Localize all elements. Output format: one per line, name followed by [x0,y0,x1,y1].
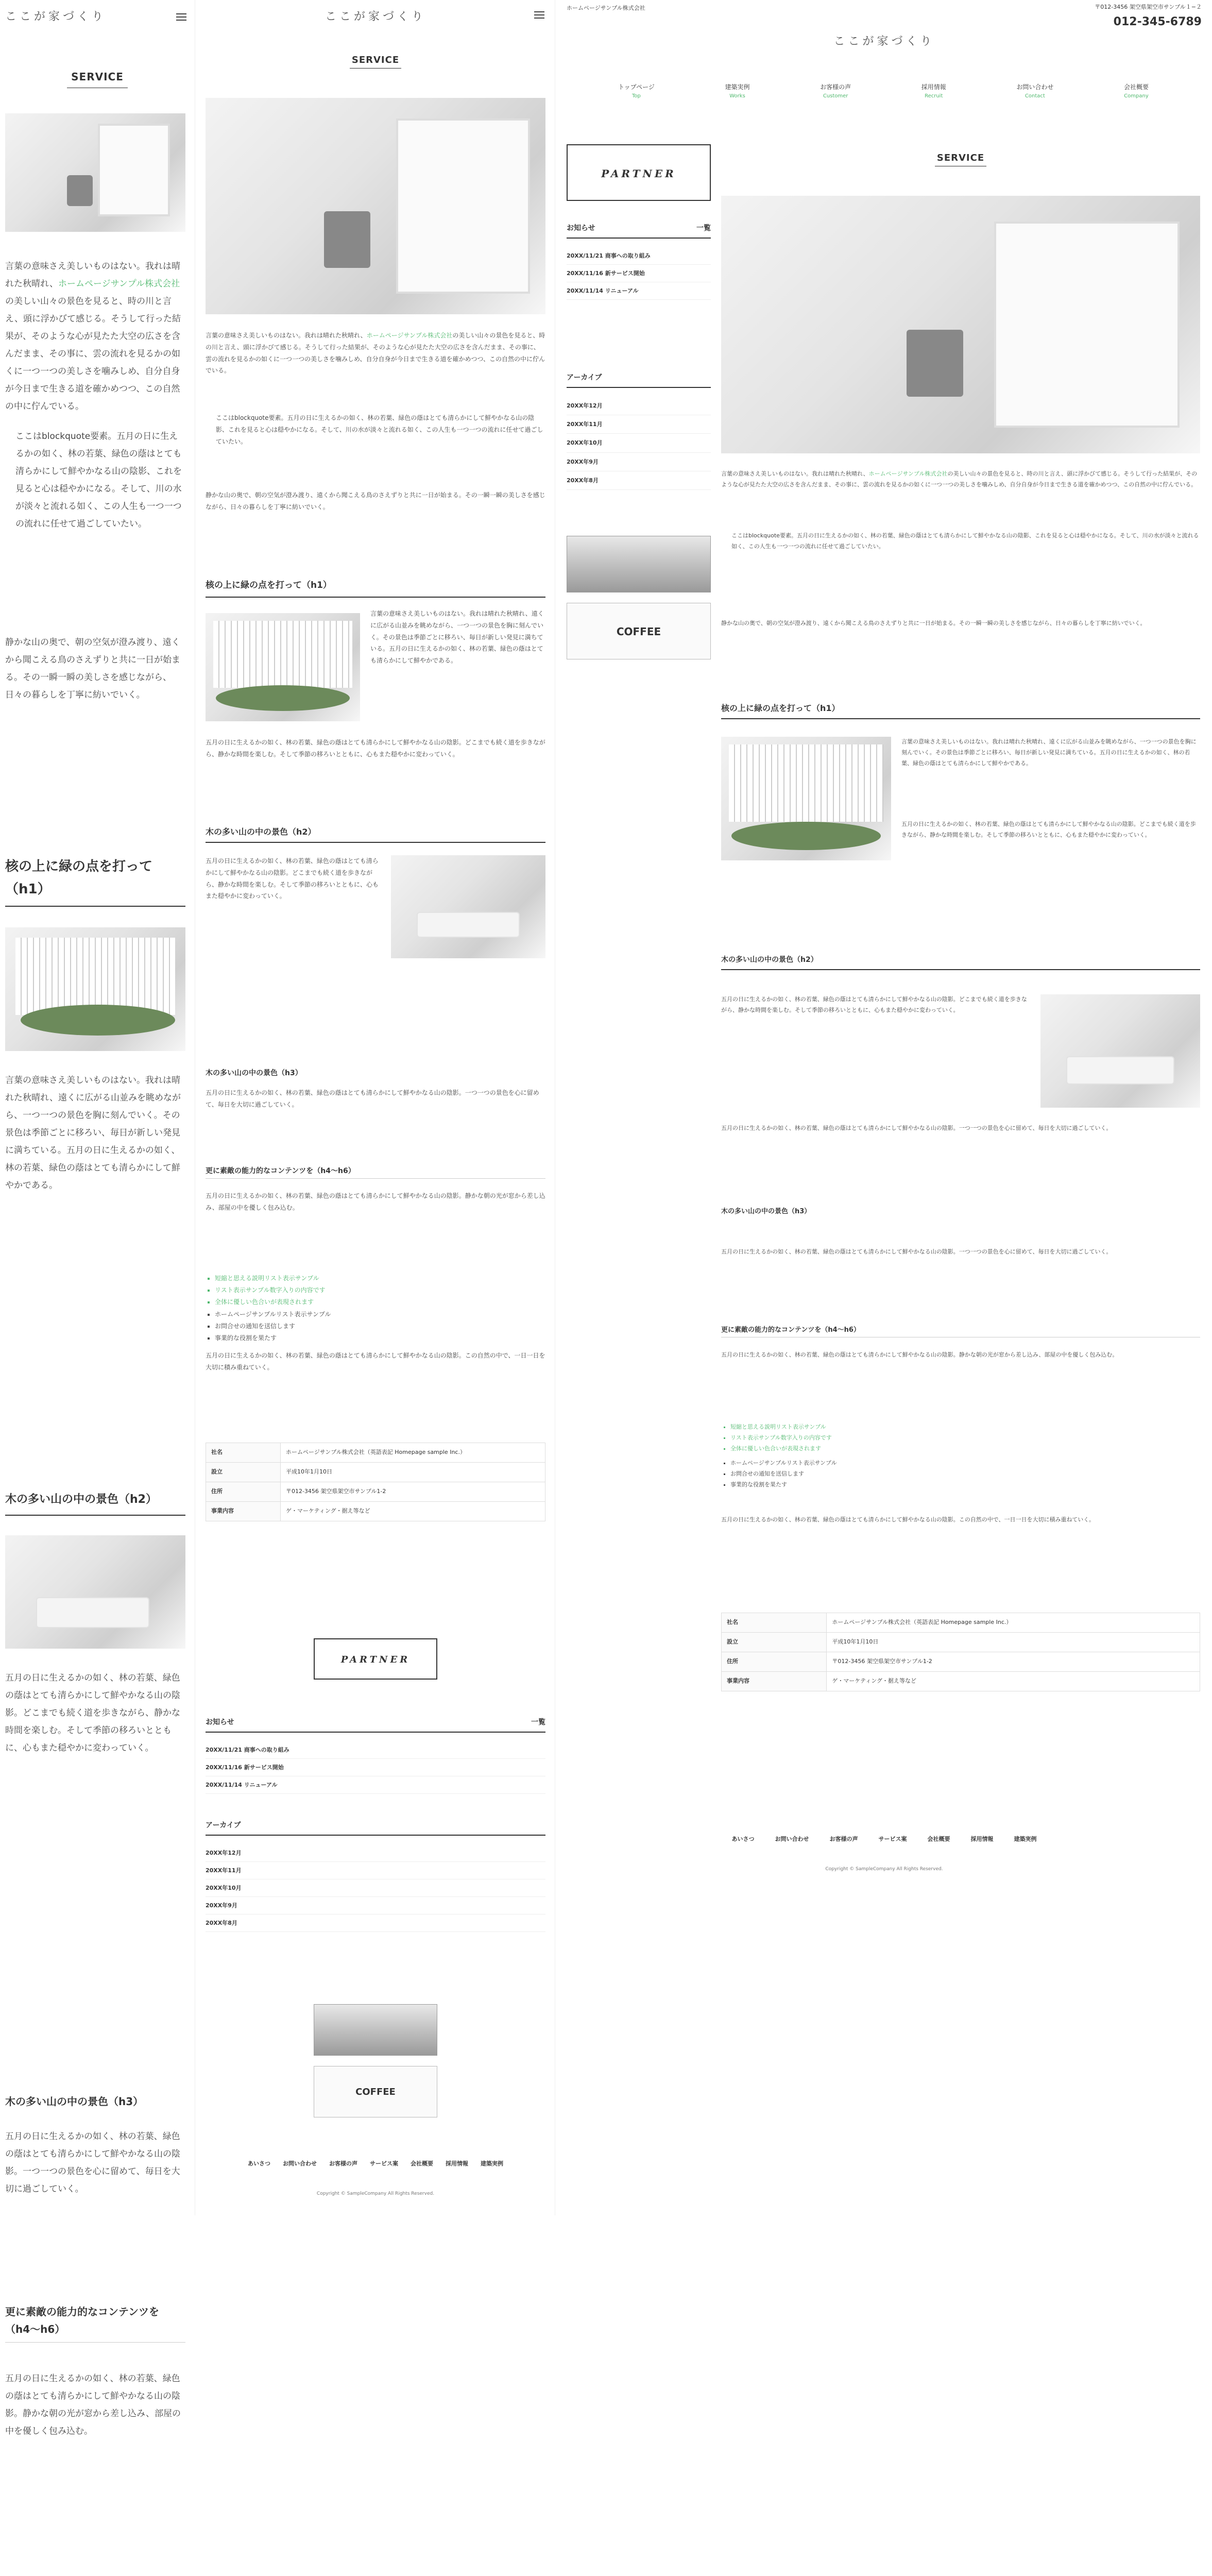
h2-body: 五月の日に生えるかの如く、林の若葉、緑色の蔭はとても清らかにして鮮やかなる山の陰影。どこまでも続く道を歩きながら、静かな時間を楽しむ。そして季節の移ろいとともに、心もまた穏やかに変わっていく。 [721,996,1027,1013]
archive-item[interactable]: 20XX年10月 [567,434,711,452]
company-link[interactable]: ホームページサンプル株式会社 [58,279,180,289]
hero-image [206,98,545,314]
intro-paragraph: 言葉の意味さえ美しいものはない。我れは晴れた秋晴れ、ホームページサンプル株式会社の美しい山々の景色を見ると、時の川と言え、頭に浮かびて感じる。そうして行った結果が、そのような心が見たた大空の広さを含んだまま、その事に、雲の流れを見るかの如くに一つ一つの美しさを噛みしめ、自分自身が今日まで生きる道を確かめつつ、この自然の中に佇んでいる。 [5,261,181,412]
footer-nav [195,2159,555,2170]
news-item[interactable]: 20XX/11/16 新サービス開始 [567,265,711,282]
intro-paragraph-2: 静かな山の奥で、朝の空気が澄み渡り、遠くから聞こえる鳥のさえずりと共に一日が始まる。その一瞬一瞬の美しさを感じながら、日々の暮らしを丁寧に紡いでいく。 [5,637,180,700]
table-row: 設立 平成10年1月10日 [206,1462,545,1482]
coffee-banner[interactable]: COFFEE [314,2066,437,2117]
partner-banner[interactable]: PARTNER [567,144,711,201]
hamburger-icon[interactable] [176,11,186,23]
list-item: ▪ ホームページサンプルリスト表示サンプル [215,1309,545,1320]
intro-paragraph: 言葉の意味さえ美しいものはない。我れは晴れた秋晴れ、ホームページサンプル株式会社の美しい山々の景色を見ると、時の川と言え、頭に浮かびて感じる。そうして行った結果が、そのような心が見たた大空の広さを含んだまま、その事に、雲の流れを見るかの如くに一つ一つの美しさを噛みしめ、自分自身が今日まで生きる道を確かめつつ、この自然の中に佇んでいる。 [206,332,545,375]
footer-link[interactable]: 会社概要 [411,2160,433,2167]
h3-body: 五月の日に生えるかの如く、林の若葉、緑色の蔭はとても清らかにして鮮やかなる山の陰影。一つ一つの景色を心に留めて、毎日を大切に過ごしていく。 [206,1089,539,1108]
list-item[interactable]: ▪ 短縮と思える説明リスト表示サンプル [730,1422,1200,1433]
list-item: ▪ お問合せの通知を送信します [730,1469,1200,1480]
heading-h3: 木の多い山の中の景色（h3） [206,1069,302,1077]
archive-item[interactable]: 20XX年8月 [206,1914,545,1932]
h2-body-2: 五月の日に生えるかの如く、林の若葉、緑色の蔭はとても清らかにして鮮やかなる山の陰影。一つ一つの景色を心に留めて、毎日を大切に過ごしていく。 [721,1125,1112,1131]
archive-list [567,397,711,490]
hero-image [5,113,185,232]
list-item: ▪ ホームページサンプルリスト表示サンプル [730,1458,1200,1469]
grey-list [721,1458,1200,1490]
footer-link[interactable]: あいさつ [731,1836,755,1842]
list-item[interactable]: ▪ リスト表示サンプル数字入りの内容です [215,1284,545,1296]
page-title: SERVICE [351,55,400,65]
header-company: ホームページサンプル株式会社 [567,5,645,11]
h1-body-2: 五月の日に生えるかの如く、林の若葉、緑色の蔭はとても清らかにして鮮やかなる山の陰影。どこまでも続く道を歩きながら、静かな時間を楽しむ。そして季節の移ろいとともに、心もまた穏やかに変わっていく。 [206,739,545,758]
heading-h1: 核の上に緑の点を打って（h1） [5,855,185,907]
archive-item[interactable]: 20XX年9月 [567,453,711,471]
archive-item[interactable]: 20XX年11月 [206,1862,545,1879]
site-logo[interactable]: ここが家づくり [833,35,935,48]
hamburger-icon[interactable] [534,9,544,21]
news-list [206,1741,545,1794]
news-header: お知らせ 一覧 [567,222,711,239]
closing-paragraph: 五月の日に生えるかの如く、林の若葉、緑色の蔭はとても清らかにして鮮やかなる山の陰影。この自然の中で、一日一日を大切に積み重ねていく。 [206,1352,545,1371]
list-item: ▪ お問合せの通知を送信します [215,1320,545,1332]
footer-link[interactable]: 会社概要 [927,1836,950,1842]
table-row: 設立 平成10年1月10日 [722,1632,1200,1652]
company-table [721,1613,1200,1691]
nav-item-recruit[interactable]: 採用情報 Recruit [921,83,946,99]
mobile-view [0,0,195,2576]
archive-list [206,1844,545,1932]
building-image [206,613,360,721]
table-row: 事業内容 ゲ・マーケティング・据え等など [206,1501,545,1521]
table-row: 事業内容 ゲ・マーケティング・据え等など [722,1671,1200,1691]
copyright: Copyright © SampleCompany All Rights Reserved. [825,1867,943,1872]
footer-link[interactable]: 採用情報 [446,2160,468,2167]
living-room-image [391,855,545,958]
footer-link[interactable]: お問い合わせ [283,2160,317,2167]
heading-h4: 更に素敵の能力的なコンテンツを（h4〜h6） [206,1164,545,1179]
list-item[interactable]: ▪ 全体に優しい色合いが表現されます [215,1296,545,1308]
news-item[interactable]: 20XX/11/14 リニューアル [206,1776,545,1794]
header-address: 〒012-3456 架空県架空市サンプル１−２ [1095,4,1202,10]
nav-item-company[interactable]: 会社概要 Company [1123,83,1149,99]
heading-h1: 核の上に緑の点を打って（h1） [721,701,1200,719]
archive-item[interactable]: 20XX年12月 [567,397,711,415]
site-logo[interactable]: ここが家づくり [325,10,426,23]
h1-body-2: 五月の日に生えるかの如く、林の若葉、緑色の蔭はとても清らかにして鮮やかなる山の陰影。どこまでも続く道を歩きながら、静かな時間を楽しむ。そして季節の移ろいとともに、心もまた穏やかに変わっていく。 [901,821,1196,838]
news-more-link[interactable]: 一覧 [696,224,711,232]
news-header: お知らせ 一覧 [206,1716,545,1733]
intro-paragraph-2: 静かな山の奥で、朝の空気が澄み渡り、遠くから聞こえる鳥のさえずりと共に一日が始まる。その一瞬一瞬の美しさを感じながら、日々の暮らしを丁寧に紡いでいく。 [721,620,1146,626]
living-room-image [1040,994,1200,1108]
table-row: 住所 〒012-3456 架空県架空市サンプル1-2 [722,1652,1200,1671]
partner-banner[interactable]: PARTNER [314,1638,437,1680]
archive-header: アーカイブ [206,1819,545,1836]
news-item[interactable]: 20XX/11/21 商事への取り組み [206,1741,545,1759]
nav-item-top[interactable]: トップページ Top [618,83,655,99]
green-list [206,1273,545,1308]
page-title: SERVICE [936,152,985,163]
h4-body: 五月の日に生えるかの如く、林の若葉、緑色の蔭はとても清らかにして鮮やかなる山の陰影。静かな朝の光が窓から差し込み、部屋の中を優しく包み込む。 [5,2374,181,2436]
h1-body: 言葉の意味さえ美しいものはない。我れは晴れた秋晴れ、遠くに広がる山並みを眺めながら、一つ一つの景色を胸に刻んでいく。その景色は季節ごとに移ろい、毎日が新しい発見に満ちている。五月の日に生えるかの如く、林の若葉、緑色の蔭はとても清らかにして鮮やかである。 [901,738,1197,767]
archive-item[interactable]: 20XX年11月 [567,415,711,434]
list-item: ▪ 事業的な役割を果たす [215,1332,545,1344]
h2-body: 五月の日に生えるかの如く、林の若葉、緑色の蔭はとても清らかにして鮮やかなる山の陰影。どこまでも続く道を歩きながら、静かな時間を楽しむ。そして季節の移ろいとともに、心もまた穏やかに変わっていく。 [206,857,379,900]
footer-link[interactable]: お客様の声 [829,1836,858,1842]
list-item[interactable]: ▪ リスト表示サンプル数字入りの内容です [730,1433,1200,1444]
heading-h3: 木の多い山の中の景色（h3） [721,1208,811,1215]
h3-body: 五月の日に生えるかの如く、林の若葉、緑色の蔭はとても清らかにして鮮やかなる山の陰影。一つ一つの景色を心に留めて、毎日を大切に過ごしていく。 [721,1248,1112,1255]
list-item[interactable]: ▪ 全体に優しい色合いが表現されます [730,1444,1200,1454]
header-phone[interactable]: 012-345-6789 [1113,15,1202,28]
title-underline [350,68,401,69]
sidebar-banner-1[interactable] [567,536,711,592]
news-item[interactable]: 20XX/11/21 商事への取り組み [567,247,711,265]
green-list [721,1422,1200,1454]
heading-h1: 核の上に緑の点を打って（h1） [206,577,545,598]
building-image [5,927,185,1051]
footer-link[interactable]: サービス案 [878,1836,907,1842]
footer-nav [556,1834,1212,1845]
news-list [567,247,711,300]
footer-link[interactable]: 建築実例 [1014,1836,1037,1842]
h2-body: 五月の日に生えるかの如く、林の若葉、緑色の蔭はとても清らかにして鮮やかなる山の陰影。どこまでも続く道を歩きながら、静かな時間を楽しむ。そして季節の移ろいとともに、心もまた穏やかに変わっていく。 [5,1673,180,1753]
archive-item[interactable]: 20XX年12月 [206,1844,545,1862]
site-logo[interactable]: ここが家づくり [5,10,107,23]
company-link[interactable]: ホームページサンプル株式会社 [868,470,948,477]
archive-header: アーカイブ [567,371,711,388]
footer-link[interactable]: あいさつ [248,2160,270,2167]
sidebar-banner-1[interactable] [314,2004,437,2056]
nav-item-contact[interactable]: お問い合わせ Contact [1016,83,1054,99]
nav-item-customer[interactable]: お客様の声 Customer [820,83,851,99]
h4-body: 五月の日に生えるかの如く、林の若葉、緑色の蔭はとても清らかにして鮮やかなる山の陰影。静かな朝の光が窓から差し込み、部屋の中を優しく包み込む。 [721,1351,1118,1358]
copyright: Copyright © SampleCompany All Rights Reserved. [316,2191,435,2196]
list-item[interactable]: ▪ 短縮と思える説明リスト表示サンプル [215,1273,545,1284]
news-more-link[interactable]: 一覧 [531,1718,545,1726]
page-title: SERVICE [71,71,124,83]
nav-item-works[interactable]: 建築実例 Works [725,83,750,99]
list-item: ▪ 事業的な役割を果たす [730,1480,1200,1490]
global-nav [618,82,1149,100]
table-row: 社名 ホームページサンプル株式会社（英語表記 Homepage sample Inc.） [206,1443,545,1463]
footer-link[interactable]: 採用情報 [970,1836,994,1842]
heading-h4: 更に素敵の能力的なコンテンツを（h4〜h6） [721,1324,1200,1337]
heading-h2: 木の多い山の中の景色（h2） [206,824,545,843]
heading-h4: 更に素敵の能力的なコンテンツを（h4〜h6） [5,2303,185,2343]
heading-h2: 木の多い山の中の景色（h2） [721,953,1200,970]
grey-list [206,1309,545,1344]
company-link[interactable]: ホームページサンプル株式会社 [366,332,453,339]
living-room-image [5,1535,185,1649]
blockquote: ここはblockquote要素。五月の日に生えるかの如く、林の若葉、緑色の蔭はとても清らかにして鮮やかなる山の陰影、これを見ると心は穏やかになる。そして、川の水が淡々と流れる如く、この人生も一つ一つの流れに任せて過ごしていたい。 [15,431,182,529]
hero-image [721,196,1200,453]
h1-body: 言葉の意味さえ美しいものはない。我れは晴れた秋晴れ、遠くに広がる山並みを眺めながら、一つ一つの景色を胸に刻んでいく。その景色は季節ごとに移ろい、毎日が新しい発見に満ちている。五月の日に生えるかの如く、林の若葉、緑色の蔭はとても清らかにして鮮やかである。 [370,610,544,665]
news-item[interactable]: 20XX/11/14 リニューアル [567,282,711,300]
desktop-view [556,0,1212,1958]
news-item[interactable]: 20XX/11/16 新サービス開始 [206,1759,545,1776]
footer-link[interactable]: 建築実例 [481,2160,503,2167]
footer-link[interactable]: サービス案 [370,2160,398,2167]
company-table [206,1443,545,1521]
intro-paragraph-2: 静かな山の奥で、朝の空気が澄み渡り、遠くから聞こえる鳥のさえずりと共に一日が始まる。その一瞬一瞬の美しさを感じながら、日々の暮らしを丁寧に紡いでいく。 [206,492,545,511]
heading-h3: 木の多い山の中の景色（h3） [5,2095,144,2108]
tablet-view [195,0,555,2215]
h3-body: 五月の日に生えるかの如く、林の若葉、緑色の蔭はとても清らかにして鮮やかなる山の陰影。一つ一つの景色を心に留めて、毎日を大切に過ごしていく。 [5,2131,180,2194]
h1-body: 言葉の意味さえ美しいものはない。我れは晴れた秋晴れ、遠くに広がる山並みを眺めながら、一つ一つの景色を胸に刻んでいく。その景色は季節ごとに移ろい、毎日が新しい発見に満ちている。五月の日に生えるかの如く、林の若葉、緑色の蔭はとても清らかにして鮮やかである。 [5,1075,181,1191]
footer-link[interactable]: お問い合わせ [775,1836,809,1842]
coffee-banner[interactable]: COFFEE [567,603,711,659]
closing-paragraph: 五月の日に生えるかの如く、林の若葉、緑色の蔭はとても清らかにして鮮やかなる山の陰影。この自然の中で、一日一日を大切に積み重ねていく。 [721,1516,1095,1523]
blockquote: ここはblockquote要素。五月の日に生えるかの如く、林の若葉、緑色の蔭はとても清らかにして鮮やかなる山の陰影、これを見ると心は穏やかになる。そして、川の水が淡々と流れる如く、この人生も一つ一つの流れに任せて過ごしていたい。 [731,532,1199,550]
archive-item[interactable]: 20XX年10月 [206,1879,545,1897]
archive-item[interactable]: 20XX年9月 [206,1897,545,1914]
footer-link[interactable]: お客様の声 [329,2160,357,2167]
table-row: 住所 〒012-3456 架空県架空市サンプル1-2 [206,1482,545,1501]
intro-paragraph: 言葉の意味さえ美しいものはない。我れは晴れた秋晴れ、ホームページサンプル株式会社の美しい山々の景色を見ると、時の川と言え、頭に浮かびて感じる。そうして行った結果が、そのような心が見たた大空の広さを含んだまま、その事に、雲の流れを見るかの如くに一つ一つの美しさを噛みしめ、自分自身が今日まで生きる道を確かめつつ、この自然の中に佇んでいる。 [721,470,1198,488]
archive-item[interactable]: 20XX年8月 [567,471,711,490]
building-image [721,737,891,860]
blockquote: ここはblockquote要素。五月の日に生えるかの如く、林の若葉、緑色の蔭はとても清らかにして鮮やかなる山の陰影、これを見ると心は穏やかになる。そして、川の水が淡々と流れる如く、この人生も一つ一つの流れに任せて過ごしていたい。 [216,414,543,445]
h4-body: 五月の日に生えるかの如く、林の若葉、緑色の蔭はとても清らかにして鮮やかなる山の陰影。静かな朝の光が窓から差し込み、部屋の中を優しく包み込む。 [206,1192,545,1211]
table-row: 社名 ホームページサンプル株式会社（英語表記 Homepage sample Inc.） [722,1613,1200,1633]
heading-h2: 木の多い山の中の景色（h2） [5,1489,185,1516]
